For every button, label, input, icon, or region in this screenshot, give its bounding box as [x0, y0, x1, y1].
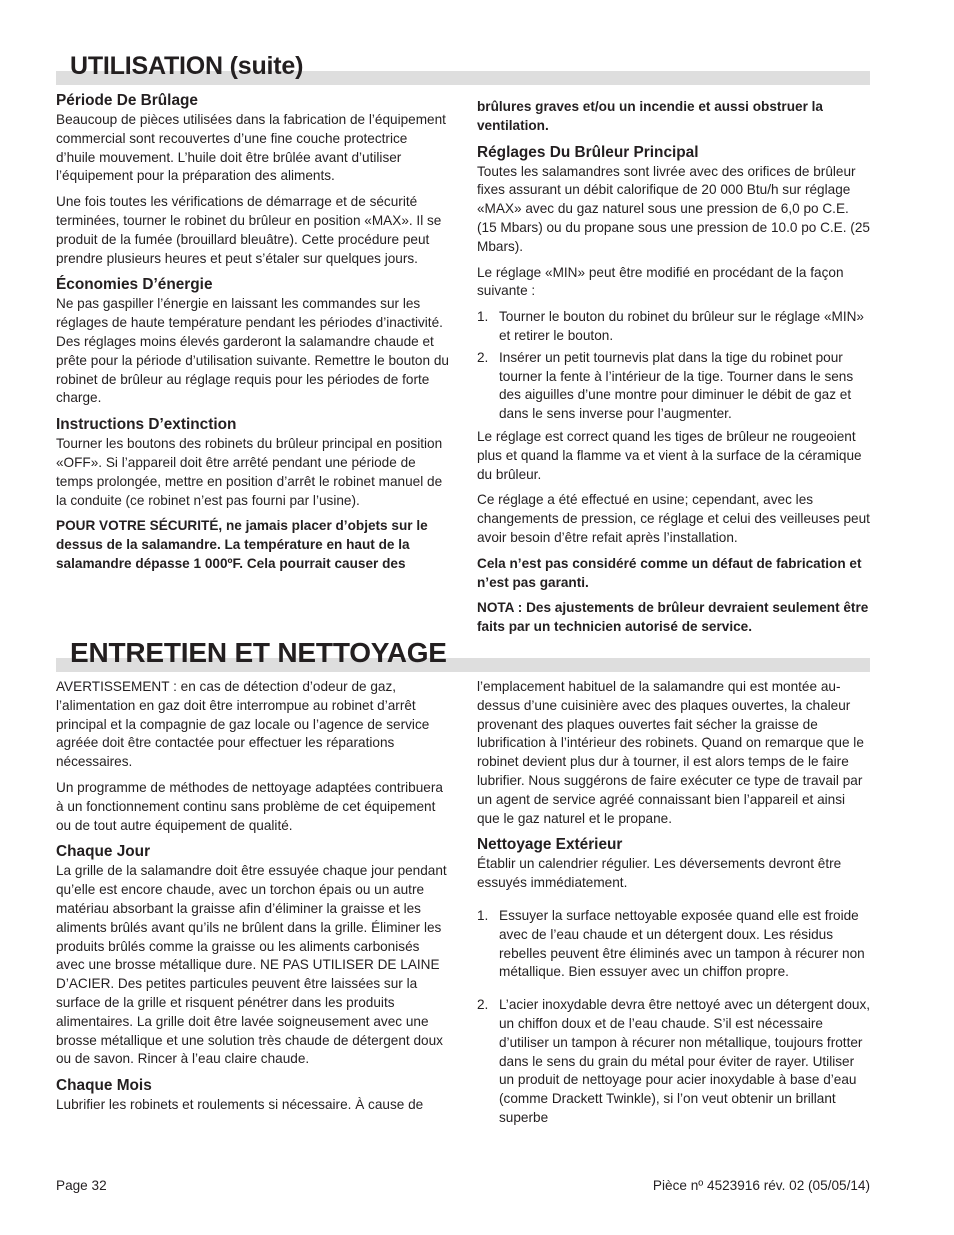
- subheading-nettoyage-exterieur: Nettoyage Extérieur: [477, 836, 623, 854]
- list-item: [477, 996, 871, 1128]
- paragraph: Ce réglage a été effectué en usine; cependant, avec les changements de pression, ce réglage et celui des veilleuses peut avoir besoin d’être refait après l’installation.: [477, 492, 870, 545]
- bold-note: Cela n’est pas considéré comme un défaut de fabrication et n’est pas garanti.: [477, 555, 862, 590]
- paragraph: Une fois toutes les vérifications de démarrage et de sécurité terminées, tourner le robinet du brûleur en position «MAX». Il se produit de la fumée (brouillard bleuâtre). Cette procédure peut prendre plusieurs heures et peut s’étaler sur quelques jours.: [56, 194, 442, 266]
- list-text: Essuyer la surface nettoyable exposée quand elle est froide avec de l’eau chaude et un détergent doux. Les résidus rebelles peuvent être éliminés avec un tampon à récurer non métallique. Bien essuyer avec un chiffon propre.: [499, 907, 865, 980]
- safety-warning-continued: brûlures graves et/ou un incendie et aussi obstruer la ventilation.: [477, 99, 823, 133]
- list-number: 1.: [477, 907, 489, 923]
- paragraph: Tourner les boutons des robinets du brûleur principal en position «OFF». Si l’appareil doit être arrêté pendant une période de temps prolongée, mettre en position d’arrêt le robinet manuel de la conduite (ce robinet n’est pas fourni par l’usine).: [56, 436, 443, 508]
- paragraph: l’emplacement habituel de la salamandre qui est montée au-dessus d’une cuisinière avec des plaques ouvertes, la chaleur provenant des plaques ouvertes fait sécher la graisse de lubrification à l’intérieur des robinets. Quand on remarque que le robinet devient plus dur à tourner, il est alors temps de le faire lubrifier. Nous suggérons de faire exécuter ce type de travail par un agent de service agréé connaissant bien l’appareil et ainsi que le gaz naturel et le propane.: [477, 679, 864, 826]
- column-left-utilisation: [56, 91, 450, 581]
- list-item: [477, 907, 871, 982]
- paragraph: La grille de la salamandre doit être essuyée chaque jour pendant qu’elle est encore chaude, avec un torchon épais ou un autre matériau absorbant la graisse afin d’éliminer la graisse et les aliments brûlés avant qu’ils ne brûlent dans la grille. Éliminer les produits brûlés comme la graisse ou les aliments carbonisés avec une brosse métallique dure. NE PAS UTILISER DE LAINE D’ACIER. Des petites particules peuvent être laissées sur la surface de la grille et risquent pénétrer dans les produits alimentaires. La grille doit être lavée soigneusement avec une brosse métallique et une solution très chaude de détergent doux ou de savon. Rincer à l’eau claire chaude.: [56, 863, 447, 1067]
- steps-list-reglages: [477, 308, 871, 424]
- subheading-chaque-mois: Chaque Mois: [56, 1077, 152, 1095]
- paragraph: Établir un calendrier régulier. Les déversements devront être essuyés immédiatement.: [477, 856, 842, 891]
- list-text: Tourner le bouton du robinet du brûleur sur le réglage «MIN» et retirer le bouton.: [499, 309, 864, 343]
- subheading-chaque-jour: Chaque Jour: [56, 843, 151, 861]
- paragraph: Toutes les salamandres sont livrée avec des orifices de brûleur fixes assurant un débit calorifique de 20 000 Btu/h sur réglage «MAX» avec du gaz naturel sous une pression de 6,0 po C.E. (15 Mbars) ou du propane sous une pression de 10.0 po C.E. (25 Mbars).: [477, 163, 870, 254]
- list-number: 2.: [477, 997, 489, 1013]
- section-title: ENTRETIEN ET NETTOYAGE: [70, 637, 447, 668]
- page-number: Page 32: [56, 1178, 107, 1193]
- paragraph: Beaucoup de pièces utilisées dans la fabrication de l’équipement commercial sont recouvertes d’une fine couche protectrice d’huile mouvement. L’huile doit être brûlée avant d’utiliser l’équipement pour la préparation des aliments.: [56, 112, 446, 184]
- safety-warning: POUR VOTRE SÉCURITÉ, ne jamais placer d’objets sur le dessus de la salamandre. La température en haut de la salamandre dépasse 1 000ºF. Cela pourrait causer des: [56, 518, 428, 571]
- column-right-utilisation: [477, 98, 871, 644]
- list-text: Insérer un petit tournevis plat dans la tige du robinet pour tourner la fente à l’intérieur de la tige. Tourner dans le sens des aiguilles d’une montre pour diminuer le débit de gaz et dans le sens inverse pour l’augmenter.: [499, 349, 854, 422]
- paragraph: Le réglage est correct quand les tiges de brûleur ne rougeoient plus et quand la flamme va et vient à la surface de la céramique du brûleur.: [477, 428, 862, 482]
- subheading-reglages: Réglages Du Brûleur Principal: [477, 143, 699, 161]
- paragraph: Ne pas gaspiller l’énergie en laissant les commandes sur les réglages de haute température pendant les périodes d’inactivité. Des réglages moins élevés garderont la salamandre chaude et prête pour la période d’utilisation suivante. Remettre le bouton du robinet de brûleur au réglage requis pour les périodes de forte charge.: [56, 296, 449, 406]
- steps-list-exterieur: [477, 907, 871, 1128]
- subheading-periode: Période De Brûlage: [56, 92, 198, 109]
- warning-paragraph: AVERTISSEMENT : en cas de détection d’odeur de gaz, l’alimentation en gaz doit être interrompue au robinet d’arrêt principal et la compagnie de gaz locale ou l’agence de service agréée doit être contactée pour effectuer les réparations nécessaires.: [56, 679, 430, 770]
- subheading-extinction: Instructions D’extinction: [56, 416, 237, 434]
- paragraph: Le réglage «MIN» peut être modifié en procédant de la façon suivante :: [477, 264, 844, 299]
- paragraph: Lubrifier les robinets et roulements si nécessaire. À cause de: [56, 1097, 424, 1113]
- part-number: Pièce nº 4523916 rév. 02 (05/05/14): [652, 1178, 870, 1193]
- list-number: 1.: [477, 309, 489, 325]
- section-title: UTILISATION (suite): [70, 52, 304, 80]
- section-header-utilisation: [56, 50, 870, 86]
- column-left-entretien: [56, 678, 450, 1122]
- bold-note: NOTA : Des ajustements de brûleur devraient seulement être faits par un technicien autorisé de service.: [477, 600, 869, 635]
- list-item: [477, 308, 871, 346]
- paragraph: Un programme de méthodes de nettoyage adaptées contribuera à un fonctionnement continu sans problème de cet équipement ou de tout autre équipement de qualité.: [56, 779, 443, 833]
- list-item: [477, 349, 871, 424]
- subheading-economies: Économies D’énergie: [56, 276, 213, 294]
- list-text: L’acier inoxydable devra être nettoyé avec un détergent doux, un chiffon doux et de l’eau chaude. S’il est nécessaire d’utiliser un tampon à récurer non métallique, toujours frotter dans le sens du grain du métal pour éviter de rayer. Utiliser un produit de nettoyage pour acier inoxydable à base d’eau (comme Drackett Twinkle), si l’on veut obtenir un brillant superbe: [499, 997, 871, 1125]
- column-right-entretien: [477, 678, 871, 1142]
- list-number: 2.: [477, 349, 489, 365]
- section-header-entretien: [56, 636, 870, 676]
